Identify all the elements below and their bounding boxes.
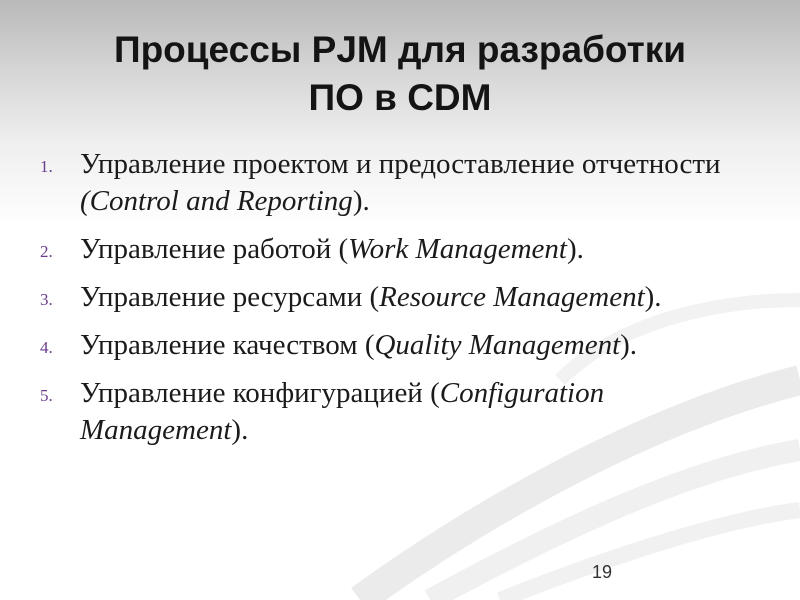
list-item: [40, 231, 760, 268]
item-english-term: Work Management: [348, 233, 567, 265]
list-item: [40, 375, 760, 449]
list-number: 3.: [40, 290, 53, 309]
title-line-1: Процессы PJM для разработки: [113, 29, 686, 70]
item-text: Управление ресурсами (: [80, 281, 380, 313]
item-text-end: ).: [231, 414, 249, 446]
page-number: 19: [591, 562, 613, 582]
item-text-end: ).: [644, 281, 662, 313]
item-text: Управление конфигурацией (: [80, 377, 440, 409]
item-text-end: ).: [352, 185, 370, 217]
list-number: 1.: [40, 157, 53, 176]
list-item: [40, 146, 760, 220]
list-item: [40, 279, 760, 316]
list-number: 5.: [40, 386, 53, 405]
list-number: 4.: [40, 338, 53, 357]
item-english-term: Quality Management: [374, 329, 621, 361]
item-text-end: ).: [566, 233, 584, 265]
process-list: [40, 146, 760, 460]
item-text: Управление работой (: [80, 233, 349, 265]
item-text-end: ).: [620, 329, 638, 361]
list-number: 2.: [40, 242, 53, 261]
item-english-term: (Control and Reporting: [80, 185, 353, 217]
list-item: [40, 327, 760, 364]
item-english-term: Resource Management: [379, 281, 645, 313]
title-line-2: ПО в CDM: [308, 77, 492, 118]
slide-title: [40, 26, 760, 122]
item-text: Управление проектом и предоставление отчетности: [80, 148, 721, 180]
item-text: Управление качеством (: [80, 329, 375, 361]
item-english-term: Configuration Management: [80, 377, 605, 446]
